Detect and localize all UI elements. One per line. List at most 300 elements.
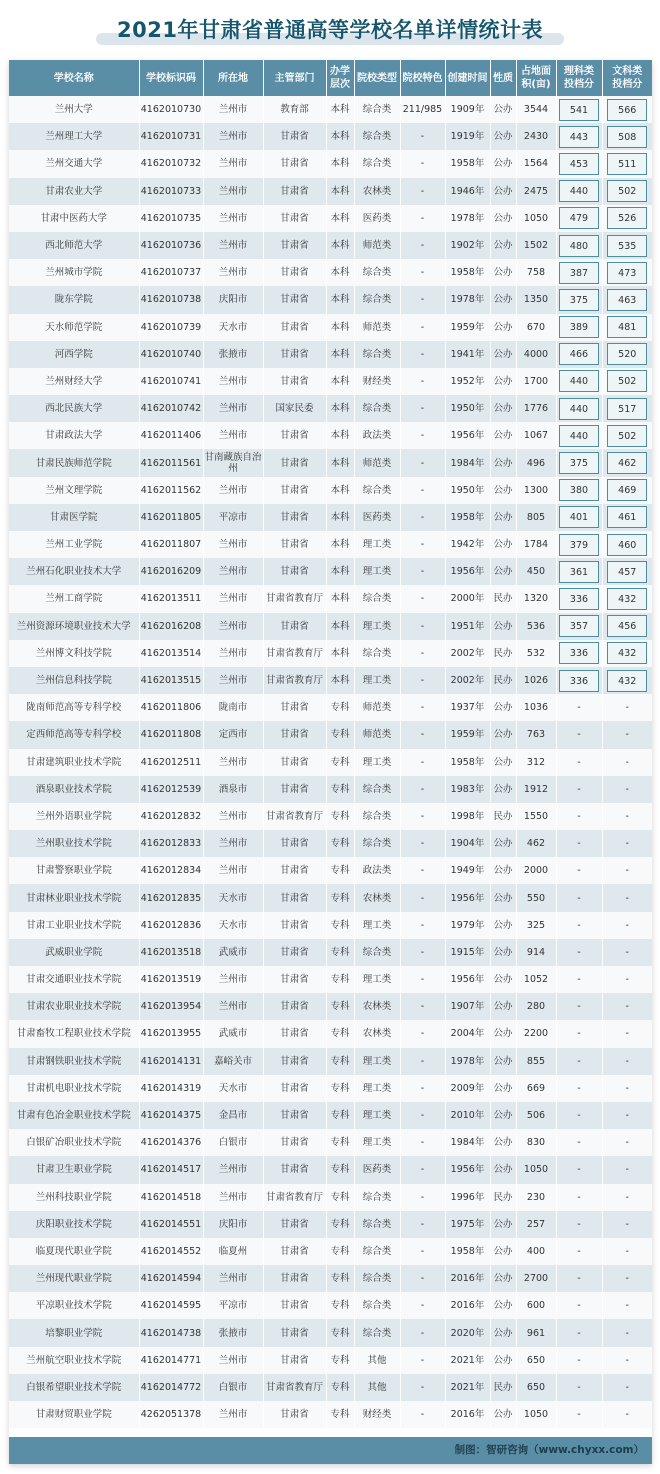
table-cell: 武威市 [203, 939, 263, 966]
table-cell: - [400, 531, 445, 558]
table-cell: 专科 [326, 1347, 354, 1374]
table-row [9, 1184, 652, 1211]
table-cell: 综合类 [354, 395, 400, 422]
table-cell: 1956年 [445, 884, 490, 911]
science-score-box: 440 [559, 180, 599, 202]
table-cell: 甘肃政法大学 [9, 422, 139, 449]
table-cell: 1907年 [445, 993, 490, 1020]
table-cell: 1502 [516, 232, 556, 259]
table-cell: - [556, 721, 602, 748]
table-cell [602, 640, 652, 667]
table-cell: 兰州市 [203, 585, 263, 612]
table-cell [602, 558, 652, 585]
table-row [9, 286, 652, 313]
arts-score-box: 460 [607, 534, 647, 556]
table-cell: 民办 [490, 1374, 516, 1401]
table-cell: - [400, 803, 445, 830]
table-cell: - [400, 1374, 445, 1401]
table-cell: - [400, 1020, 445, 1047]
table-cell: 公办 [490, 1319, 516, 1346]
table-cell: 1564 [516, 150, 556, 177]
table-cell: 理工类 [354, 1102, 400, 1129]
table-cell: 1350 [516, 286, 556, 313]
table-cell: 本科 [326, 286, 354, 313]
table-cell: 临夏现代职业学院 [9, 1238, 139, 1265]
table-cell: - [556, 1347, 602, 1374]
table-cell: - [400, 1129, 445, 1156]
table-cell: 兰州工业学院 [9, 531, 139, 558]
table-cell: 兰州信息科技学院 [9, 667, 139, 694]
table-cell [602, 531, 652, 558]
table-cell [556, 449, 602, 476]
table-cell: 本科 [326, 395, 354, 422]
table-cell: 4162010733 [139, 178, 203, 205]
table-cell: - [602, 1319, 652, 1346]
table-row [9, 1075, 652, 1102]
table-cell: 甘肃机电职业技术学院 [9, 1075, 139, 1102]
table-cell: 4162010739 [139, 314, 203, 341]
table-cell: 公办 [490, 749, 516, 776]
column-header [516, 60, 556, 96]
table-cell: 专科 [326, 1156, 354, 1183]
table-cell: 2016年 [445, 1401, 490, 1428]
table-cell: 4162011805 [139, 504, 203, 531]
table-row [9, 1401, 652, 1428]
science-score-box: 541 [559, 99, 599, 121]
source-footer: 制图：智研咨询（www.chyxx.com） [9, 1437, 652, 1464]
table-cell: 312 [516, 749, 556, 776]
table-cell: 1996年 [445, 1184, 490, 1211]
table-cell: 庆阳市 [203, 1211, 263, 1238]
table-cell: - [400, 314, 445, 341]
table-cell: 兰州市 [203, 123, 263, 150]
table-cell: 本科 [326, 531, 354, 558]
table-cell: 4162012832 [139, 803, 203, 830]
table-row [9, 1265, 652, 1292]
table-cell: 公办 [490, 1401, 516, 1428]
table-cell: 1050 [516, 1156, 556, 1183]
table-cell: 280 [516, 993, 556, 1020]
table-cell: - [556, 694, 602, 721]
table-cell: 专科 [326, 1292, 354, 1319]
table-cell: - [556, 1374, 602, 1401]
table-cell: 公办 [490, 395, 516, 422]
table-cell: 1959年 [445, 314, 490, 341]
science-score-box: 336 [559, 588, 599, 610]
table-cell: 4162013954 [139, 993, 203, 1020]
table-cell [556, 314, 602, 341]
table-cell: 综合类 [354, 123, 400, 150]
table-cell: 公办 [490, 314, 516, 341]
table-cell: - [556, 1156, 602, 1183]
table-cell: 甘肃省 [263, 341, 326, 368]
table-cell: - [602, 1238, 652, 1265]
table-cell: 兰州市 [203, 640, 263, 667]
table-cell: - [400, 721, 445, 748]
arts-score-box: 502 [607, 370, 647, 392]
table-cell: 1956年 [445, 1156, 490, 1183]
table-cell: 4162010731 [139, 123, 203, 150]
table-cell: 公办 [490, 939, 516, 966]
table-cell: 庆阳职业技术学院 [9, 1211, 139, 1238]
table-row [9, 857, 652, 884]
science-score-box: 357 [559, 615, 599, 637]
science-score-box: 401 [559, 506, 599, 528]
table-cell: 公办 [490, 150, 516, 177]
table-cell: 本科 [326, 341, 354, 368]
table-cell: 325 [516, 912, 556, 939]
table-cell: 本科 [326, 178, 354, 205]
table-cell: 甘肃农业职业技术学院 [9, 993, 139, 1020]
table-row [9, 1238, 652, 1265]
table-cell: 4162012539 [139, 776, 203, 803]
table-cell: 4162013514 [139, 640, 203, 667]
table-cell [602, 667, 652, 694]
table-cell: 本科 [326, 449, 354, 476]
table-cell: 甘肃林业职业技术学院 [9, 884, 139, 911]
table-cell: 甘肃省 [263, 776, 326, 803]
table-cell: 4000 [516, 341, 556, 368]
table-cell: 专科 [326, 1020, 354, 1047]
table-cell: 4162010740 [139, 341, 203, 368]
table-cell: - [602, 1129, 652, 1156]
table-row [9, 232, 652, 259]
table-cell: 4162010741 [139, 368, 203, 395]
table-cell: 公办 [490, 259, 516, 286]
table-cell: 公办 [490, 993, 516, 1020]
table-cell: 4162014738 [139, 1319, 203, 1346]
table-cell: 兰州市 [203, 395, 263, 422]
table-cell: 综合类 [354, 286, 400, 313]
table-cell [556, 640, 602, 667]
table-cell: 本科 [326, 613, 354, 640]
arts-score-box: 535 [607, 235, 647, 257]
table-cell: 2700 [516, 1265, 556, 1292]
table-cell: 公办 [490, 966, 516, 993]
table-cell: 1978年 [445, 205, 490, 232]
table-cell: 1983年 [445, 776, 490, 803]
table-cell: 民办 [490, 803, 516, 830]
table-cell: 专科 [326, 721, 354, 748]
table-cell: 兰州市 [203, 178, 263, 205]
science-score-box: 440 [559, 398, 599, 420]
table-cell: 公办 [490, 123, 516, 150]
table-cell [602, 341, 652, 368]
table-cell: - [602, 721, 652, 748]
table-cell: 甘肃中医药大学 [9, 205, 139, 232]
table-cell: 本科 [326, 667, 354, 694]
table-cell: 甘肃省 [263, 912, 326, 939]
table-cell: 综合类 [354, 1238, 400, 1265]
table-cell: - [400, 1292, 445, 1319]
table-cell: 理工类 [354, 966, 400, 993]
table-cell: 甘肃省 [263, 178, 326, 205]
table-cell: 本科 [326, 259, 354, 286]
table-cell: - [602, 803, 652, 830]
table-cell: - [556, 1292, 602, 1319]
table-cell [602, 585, 652, 612]
table-cell: 甘肃省 [263, 721, 326, 748]
table-cell: 兰州市 [203, 993, 263, 1020]
table-cell [602, 123, 652, 150]
table-cell: 政法类 [354, 857, 400, 884]
table-cell: 兰州资源环境职业技术大学 [9, 613, 139, 640]
table-cell [602, 422, 652, 449]
table-row [9, 613, 652, 640]
table-cell: 2004年 [445, 1020, 490, 1047]
table-cell: 专科 [326, 749, 354, 776]
table-cell: 1956年 [445, 558, 490, 585]
table-cell: 综合类 [354, 776, 400, 803]
table-cell: 农林类 [354, 1020, 400, 1047]
table-cell: 民办 [490, 667, 516, 694]
table-cell: 甘肃交通职业技术学院 [9, 966, 139, 993]
table-cell: 本科 [326, 232, 354, 259]
table-cell: 甘肃省 [263, 1048, 326, 1075]
table-cell: 4162013519 [139, 966, 203, 993]
column-header: 创建时间 [445, 60, 490, 96]
arts-score-box: 502 [607, 425, 647, 447]
table-cell: 兰州市 [203, 1184, 263, 1211]
university-table-container [9, 60, 652, 1464]
table-cell: 综合类 [354, 830, 400, 857]
table-row [9, 531, 652, 558]
table-cell: 1978年 [445, 1048, 490, 1075]
table-cell: 甘肃省 [263, 205, 326, 232]
table-cell: 甘肃省教育厅 [263, 667, 326, 694]
table-header-row [9, 60, 652, 96]
table-cell: 257 [516, 1211, 556, 1238]
table-cell: 甘肃建筑职业技术学院 [9, 749, 139, 776]
table-cell: 1958年 [445, 1238, 490, 1265]
table-cell: - [400, 341, 445, 368]
science-score-box: 479 [559, 207, 599, 229]
table-cell: - [400, 776, 445, 803]
table-cell: 兰州市 [203, 531, 263, 558]
table-cell: 兰州市 [203, 1156, 263, 1183]
arts-score-box: 566 [607, 99, 647, 121]
arts-score-box: 511 [607, 153, 647, 175]
table-cell: 理工类 [354, 1075, 400, 1102]
table-cell [602, 259, 652, 286]
arts-score-box: 481 [607, 316, 647, 338]
table-cell: 甘肃省 [263, 531, 326, 558]
table-cell: 公办 [490, 1265, 516, 1292]
table-cell [602, 613, 652, 640]
table-cell: 4162014319 [139, 1075, 203, 1102]
table-cell: - [556, 1211, 602, 1238]
table-cell: 公办 [490, 694, 516, 721]
table-cell: 甘肃财贸职业学院 [9, 1401, 139, 1428]
table-cell: 甘肃省 [263, 966, 326, 993]
table-cell: 甘肃省 [263, 477, 326, 504]
table-cell [556, 96, 602, 123]
table-row [9, 939, 652, 966]
table-cell: 3544 [516, 96, 556, 123]
table-cell [556, 613, 602, 640]
table-cell: - [400, 368, 445, 395]
table-cell: 公办 [490, 178, 516, 205]
table-row [9, 341, 652, 368]
table-cell: 本科 [326, 585, 354, 612]
table-row [9, 749, 652, 776]
table-cell: 综合类 [354, 1265, 400, 1292]
table-cell: - [602, 1347, 652, 1374]
table-cell: 本科 [326, 368, 354, 395]
table-cell: 甘肃省 [263, 449, 326, 476]
table-cell: 4162011406 [139, 422, 203, 449]
table-cell: 1949年 [445, 857, 490, 884]
column-header: 院校类型 [354, 60, 400, 96]
table-cell: 平凉市 [203, 1292, 263, 1319]
table-cell: 公办 [490, 368, 516, 395]
table-cell [556, 232, 602, 259]
table-cell: 甘肃省教育厅 [263, 803, 326, 830]
table-cell: - [556, 857, 602, 884]
table-cell: 公办 [490, 912, 516, 939]
table-row [9, 123, 652, 150]
table-cell: 甘肃省 [263, 150, 326, 177]
table-row [9, 449, 652, 476]
table-row [9, 993, 652, 1020]
table-cell: 西北民族大学 [9, 395, 139, 422]
table-cell: 805 [516, 504, 556, 531]
table-cell: 临夏州 [203, 1238, 263, 1265]
table-cell: 国家民委 [263, 395, 326, 422]
table-cell: 甘肃省 [263, 857, 326, 884]
table-cell: 专科 [326, 966, 354, 993]
table-cell: - [400, 422, 445, 449]
table-row [9, 1129, 652, 1156]
table-row [9, 259, 652, 286]
table-cell: 兰州航空职业技术学院 [9, 1347, 139, 1374]
table-cell: 兰州市 [203, 558, 263, 585]
table-cell: 4162014376 [139, 1129, 203, 1156]
table-cell: 2200 [516, 1020, 556, 1047]
table-cell: 天水市 [203, 912, 263, 939]
table-row [9, 1319, 652, 1346]
table-cell: 1915年 [445, 939, 490, 966]
table-cell: 230 [516, 1184, 556, 1211]
table-cell: 1956年 [445, 966, 490, 993]
table-cell: 其他 [354, 1374, 400, 1401]
table-cell [556, 477, 602, 504]
table-cell: 4162014518 [139, 1184, 203, 1211]
science-score-box: 389 [559, 316, 599, 338]
table-cell: 本科 [326, 477, 354, 504]
table-cell: 甘肃省 [263, 1347, 326, 1374]
table-cell: 公办 [490, 1129, 516, 1156]
table-cell: 甘肃卫生职业学院 [9, 1156, 139, 1183]
table-cell: 4162014552 [139, 1238, 203, 1265]
table-cell: - [400, 150, 445, 177]
table-cell: 兰州市 [203, 803, 263, 830]
table-cell: 1958年 [445, 504, 490, 531]
table-cell: 4162014131 [139, 1048, 203, 1075]
table-cell: 4162016209 [139, 558, 203, 585]
table-cell: 专科 [326, 1102, 354, 1129]
table-cell: 甘肃农业大学 [9, 178, 139, 205]
table-cell: - [400, 1184, 445, 1211]
table-cell: 1984年 [445, 1129, 490, 1156]
table-cell: 师范类 [354, 721, 400, 748]
table-cell: 4162013511 [139, 585, 203, 612]
table-cell: 1946年 [445, 178, 490, 205]
table-cell: 462 [516, 830, 556, 857]
table-cell: 本科 [326, 558, 354, 585]
table-cell: - [556, 1048, 602, 1075]
table-cell: 本科 [326, 422, 354, 449]
table-cell [602, 96, 652, 123]
table-cell: 甘肃省 [263, 1102, 326, 1129]
table-cell: - [400, 993, 445, 1020]
table-cell: 本科 [326, 96, 354, 123]
table-cell: - [400, 395, 445, 422]
table-cell: 天水市 [203, 314, 263, 341]
page-title: 2021年甘肃省普通高等学校名单详情统计表 [117, 18, 543, 42]
table-cell: - [400, 667, 445, 694]
table-cell: 532 [516, 640, 556, 667]
table-cell [602, 150, 652, 177]
table-cell: 本科 [326, 205, 354, 232]
table-cell: - [400, 1238, 445, 1265]
table-cell: 855 [516, 1048, 556, 1075]
arts-score-box: 508 [607, 126, 647, 148]
table-row [9, 640, 652, 667]
table-cell: 1919年 [445, 123, 490, 150]
table-row [9, 558, 652, 585]
table-cell: 农林类 [354, 993, 400, 1020]
table-cell: 兰州现代职业学院 [9, 1265, 139, 1292]
table-row [9, 830, 652, 857]
table-cell: 专科 [326, 1129, 354, 1156]
table-cell: - [400, 912, 445, 939]
table-row [9, 1156, 652, 1183]
table-cell: 兰州科技职业学院 [9, 1184, 139, 1211]
table-cell [556, 205, 602, 232]
table-cell: 天水市 [203, 884, 263, 911]
table-cell: 甘肃省 [263, 884, 326, 911]
table-cell: 兰州文理学院 [9, 477, 139, 504]
table-cell [556, 558, 602, 585]
table-cell: 财经类 [354, 368, 400, 395]
table-cell: - [400, 694, 445, 721]
table-cell: 1959年 [445, 721, 490, 748]
table-cell: 1941年 [445, 341, 490, 368]
table-cell: 甘肃民族师范学院 [9, 449, 139, 476]
table-cell [556, 286, 602, 313]
table-row [9, 1020, 652, 1047]
table-cell [556, 368, 602, 395]
table-cell: 综合类 [354, 150, 400, 177]
table-cell: 师范类 [354, 449, 400, 476]
table-cell [556, 531, 602, 558]
table-cell: 211/985 [400, 96, 445, 123]
arts-score-box: 432 [607, 670, 647, 692]
table-cell: 兰州外语职业学院 [9, 803, 139, 830]
table-cell: - [556, 1102, 602, 1129]
table-cell: 甘肃省教育厅 [263, 1184, 326, 1211]
science-score-box: 379 [559, 534, 599, 556]
table-cell: 兰州职业技术学院 [9, 830, 139, 857]
header-line: 投档分 [612, 79, 643, 90]
table-cell: 民办 [490, 640, 516, 667]
table-cell: - [602, 884, 652, 911]
table-cell: 公办 [490, 477, 516, 504]
table-cell: 1975年 [445, 1211, 490, 1238]
table-cell: 公办 [490, 286, 516, 313]
table-cell: 甘肃省教育厅 [263, 1374, 326, 1401]
